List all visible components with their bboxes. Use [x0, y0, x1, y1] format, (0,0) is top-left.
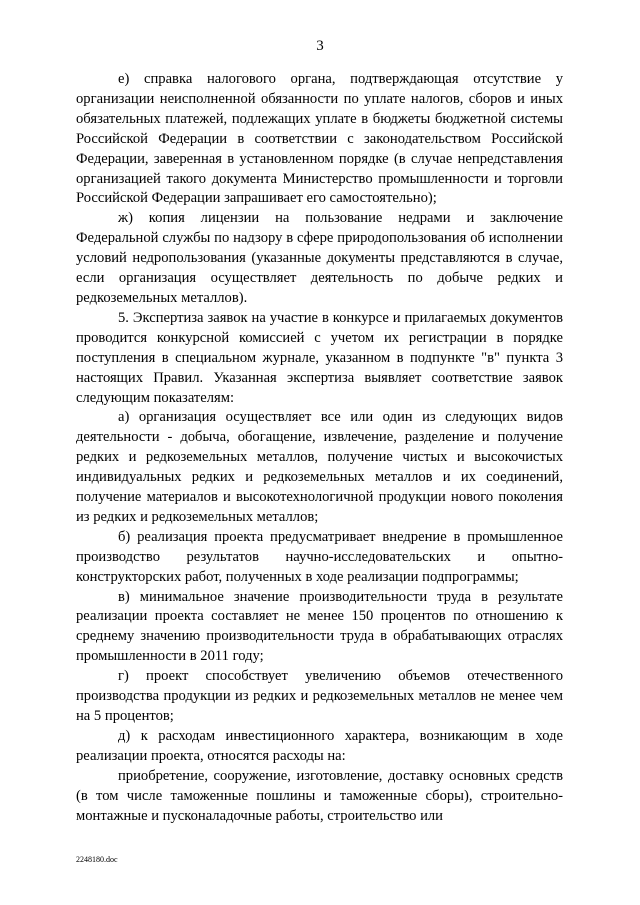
paragraph-expenses-list: приобретение, сооружение, изготовление, доставку основных средств (в том числе таможенные пошлины и таможенные сборы), строительно-монтажные и пусконаладочные работы, строительство или	[76, 767, 563, 824]
document-body	[76, 70, 563, 826]
paragraph-b-research-implementation: б) реализация проекта предусматривает внедрение в промышленное производство результатов научно-исследовательских и опытно-конструкторских работ, полученных в ходе реализации подпрограммы;	[76, 528, 563, 585]
paragraph-v-labor-productivity: в) минимальное значение производительности труда в результате реализации проекта составляет не менее 150 процентов по отношению к среднему значению производительности труда в обрабатывающих отраслях промышленности в 2011 году;	[76, 588, 563, 665]
paragraph-g-production-increase: г) проект способствует увеличению объемов отечественного производства продукции из редких и редкоземельных металлов не менее чем на 5 процентов;	[76, 668, 563, 724]
paragraph-a-activity-types: а) организация осуществляет все или один из следующих видов деятельности - добыча, обогащение, извлечение, разделение и получение редких и редкоземельных металлов, получение чистых и высокочистых индивидуальных редких и редкоземельных металлов и их соединений, получение материалов и высокотехнологичной продукции нового поколения из редких и редкоземельных металлов;	[76, 409, 563, 525]
paragraph-d-investment-expenses: д) к расходам инвестиционного характера, возникающим в ходе реализации проекта, относятся расходы на:	[76, 727, 563, 764]
page-number: 3	[316, 38, 324, 54]
footer-file-name: 2248180.doc	[76, 855, 118, 864]
paragraph-5-expert-review: 5. Экспертиза заявок на участие в конкурсе и прилагаемых документов проводится конкурсной комиссией с учетом их регистрации в порядке поступления в специальном журнале, указанном в подпункте "в" пункта 3 настоящих Правил. Указанная экспертиза выявляет соответствие заявок следующим показателям:	[76, 309, 563, 406]
paragraph-zh-license-copy: ж) копия лицензии на пользование недрами и заключение Федеральной службы по надзору в сфере природопользования об исполнении условий недропользования (указанные документы представляются в случае, если организация осуществляет деятельность по добыче редких и редкоземельных металлов).	[76, 210, 563, 306]
paragraph-e-tax-certificate: е) справка налогового органа, подтверждающая отсутствие у организации неисполненной обязанности по уплате налогов, сборов и иных обязательных платежей, подлежащих уплате в бюджеты бюджетной системы Российской Федерации в соответствии с законодательством Российской Федерации, заверенная в установленном порядке (в случае непредставления организацией такого документа Министерство промышленности и торговли Российской Федерации запрашивает его самостоятельно);	[76, 71, 563, 207]
